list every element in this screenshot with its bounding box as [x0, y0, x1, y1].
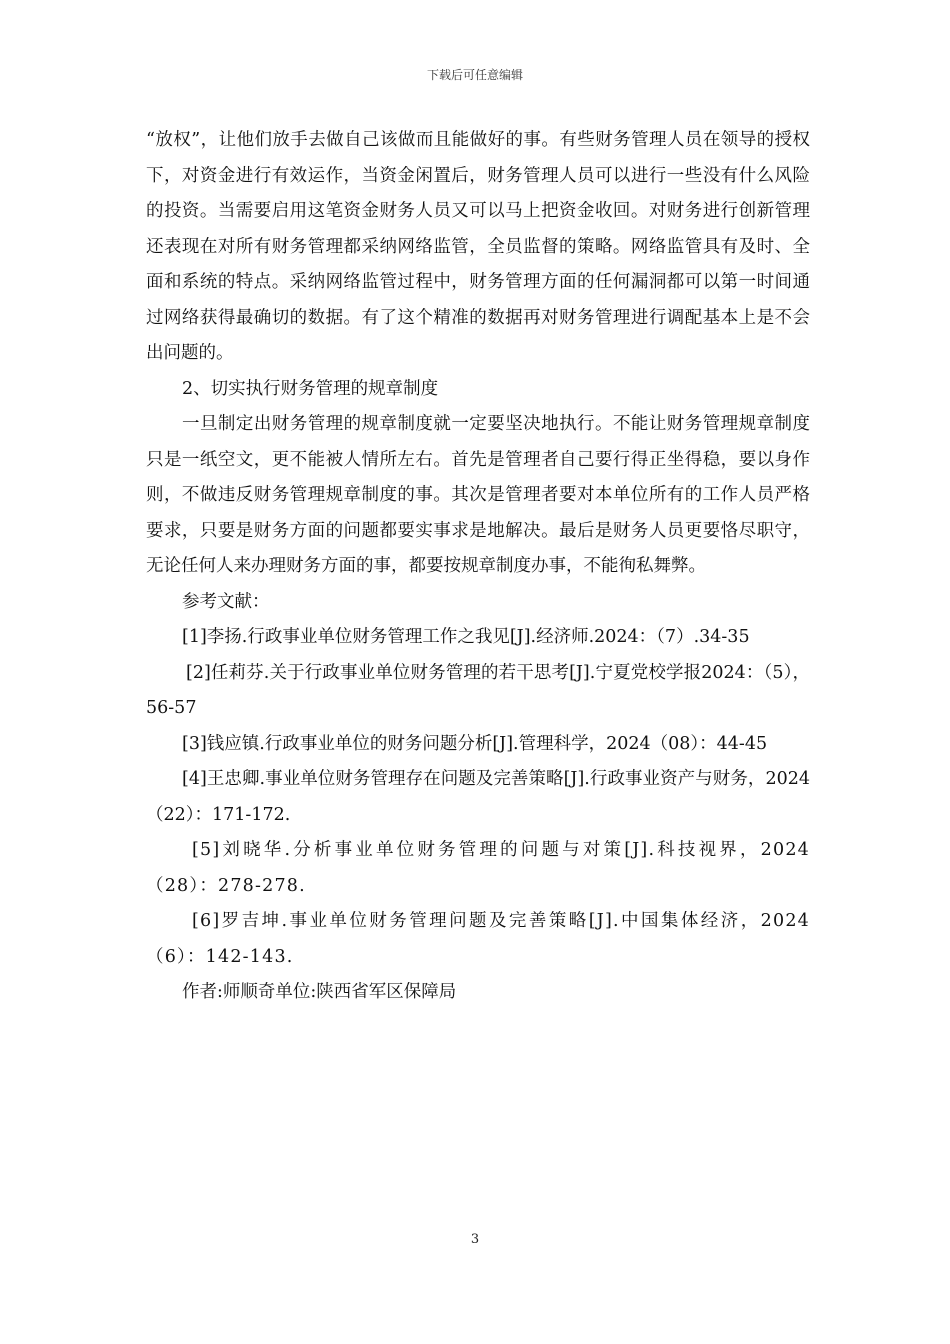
references-title: 参考文献：: [182, 591, 270, 612]
paragraph-1: “放权”，让他们放手去做自己该做而且能做好的事。有些财务管理人员在领导的授权下，对资金进行有效运作，当资金闲置后，财务管理人员可以进行一些没有什么风险的投资。当需要启用这笔资金财务人员又可以马上把资金收回。对财务进行创新管理还表现在对所有财务管理都采纳网络监管，全员监督的策略。网络监管具有及时、全面和系统的特点。采纳网络监管过程中，财务管理方面的任何漏洞都可以第一时间通过网络获得最确切的数据。有了这个精准的数据再对财务管理进行调配基本上是不会出问题的。: [146, 130, 810, 363]
reference-4: [4]王忠卿.事业单位财务管理存在问题及完善策略[J].行政事业资产与财务，2024（22）：171-172.: [146, 769, 810, 825]
reference-6: [6]罗吉坤.事业单位财务管理问题及完善策略[J].中国集体经济，2024（6）：142-143.: [146, 911, 810, 967]
reference-3: [3]钱应镇.行政事业单位的财务问题分析[J].管理科学，2024（08）：44-45: [182, 733, 768, 754]
reference-2: [2]任莉芬.关于行政事业单位财务管理的若干思考[J].宁夏党校学报2024：（5），56-57: [146, 662, 810, 718]
paragraph-2: 一旦制定出财务管理的规章制度就一定要坚决地执行。不能让财务管理规章制度只是一纸空文，更不能被人情所左右。首先是管理者自己要行得正坐得稳，要以身作则，不做违反财务管理规章制度的事。其次是管理者要对本单位所有的工作人员严格要求，只要是财务方面的问题都要实事求是地解决。最后是财务人员更要恪尽职守，无论任何人来办理财务方面的事，都要按规章制度办事，不能徇私舞弊。: [146, 414, 810, 576]
section-heading-2: 2、切实执行财务管理的规章制度: [182, 378, 439, 399]
page-header: 下载后可任意编辑: [426, 68, 523, 82]
page-number: 3: [470, 1232, 480, 1247]
reference-1: [1]李扬.行政事业单位财务管理工作之我见[J].经济师.2024：（7）.34-35: [182, 627, 750, 647]
document-body: [146, 123, 810, 1011]
reference-5: [5]刘晓华.分析事业单位财务管理的问题与对策[J].科技视界，2024（28）：278-278.: [146, 840, 810, 896]
author-line: 作者:师顺奇单位:陕西省军区保障局: [182, 982, 457, 1002]
